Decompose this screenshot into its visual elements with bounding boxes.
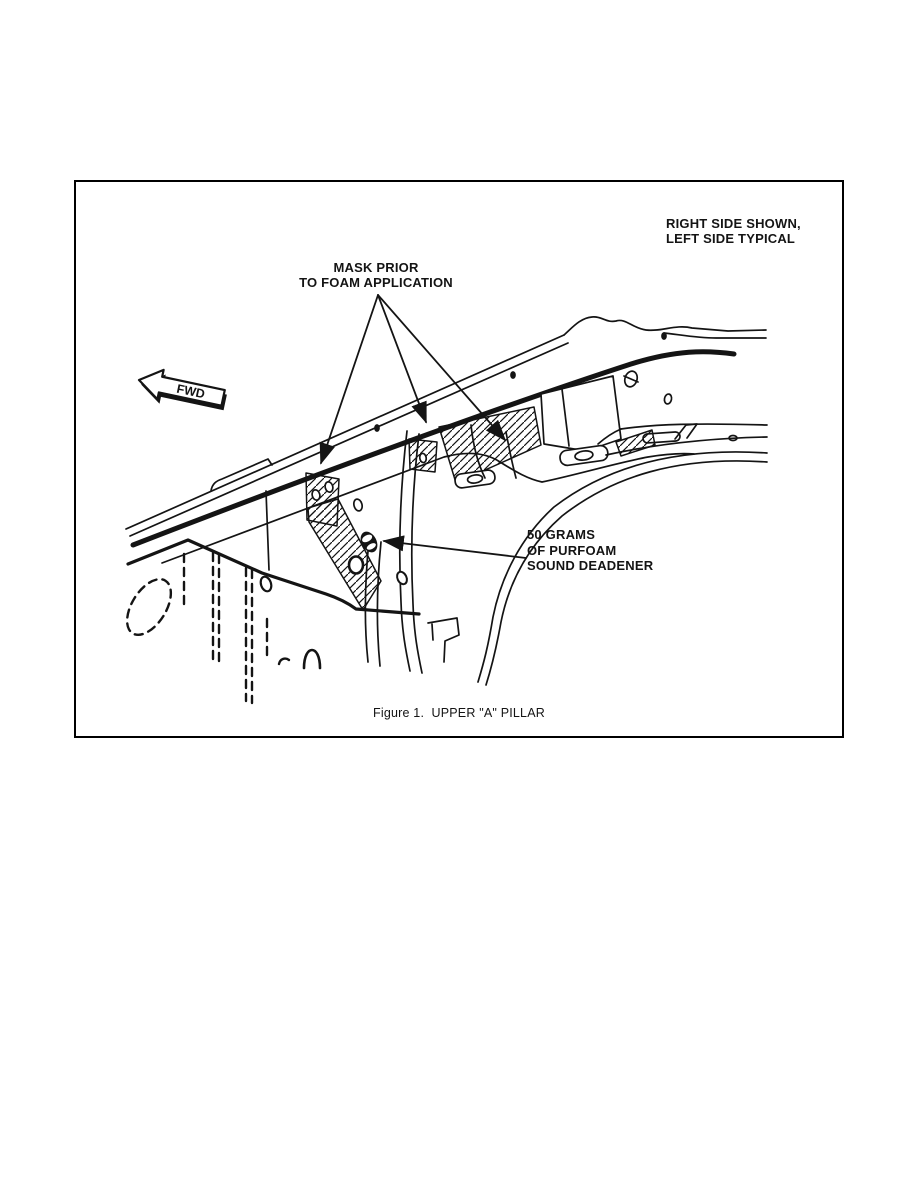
purfoam-note — [527, 527, 653, 574]
hidden-lines — [118, 553, 267, 703]
mask-note — [288, 260, 464, 290]
mask-note-line1: MASK PRIOR — [333, 260, 419, 275]
fwd-arrow-icon — [135, 365, 229, 417]
mask-note-line2: TO FOAM APPLICATION — [299, 275, 453, 290]
rail-bracket — [541, 376, 621, 451]
purfoam-note-line2: OF PURFOAM — [527, 542, 617, 558]
right-side-note-line2: LEFT SIDE TYPICAL — [666, 231, 796, 246]
purfoam-note-line3: SOUND DEADENER — [527, 558, 654, 573]
right-side-note-line1: RIGHT SIDE SHOWN, — [666, 216, 801, 231]
purfoam-leader-line — [384, 541, 526, 558]
figure-caption: Figure 1. UPPER "A" PILLAR — [373, 706, 545, 720]
fwd-arrow-label: FWD — [175, 381, 207, 402]
purfoam-note-line1: 50 GRAMS — [527, 527, 596, 542]
right-side-note — [666, 216, 801, 246]
figure-frame — [74, 180, 844, 738]
